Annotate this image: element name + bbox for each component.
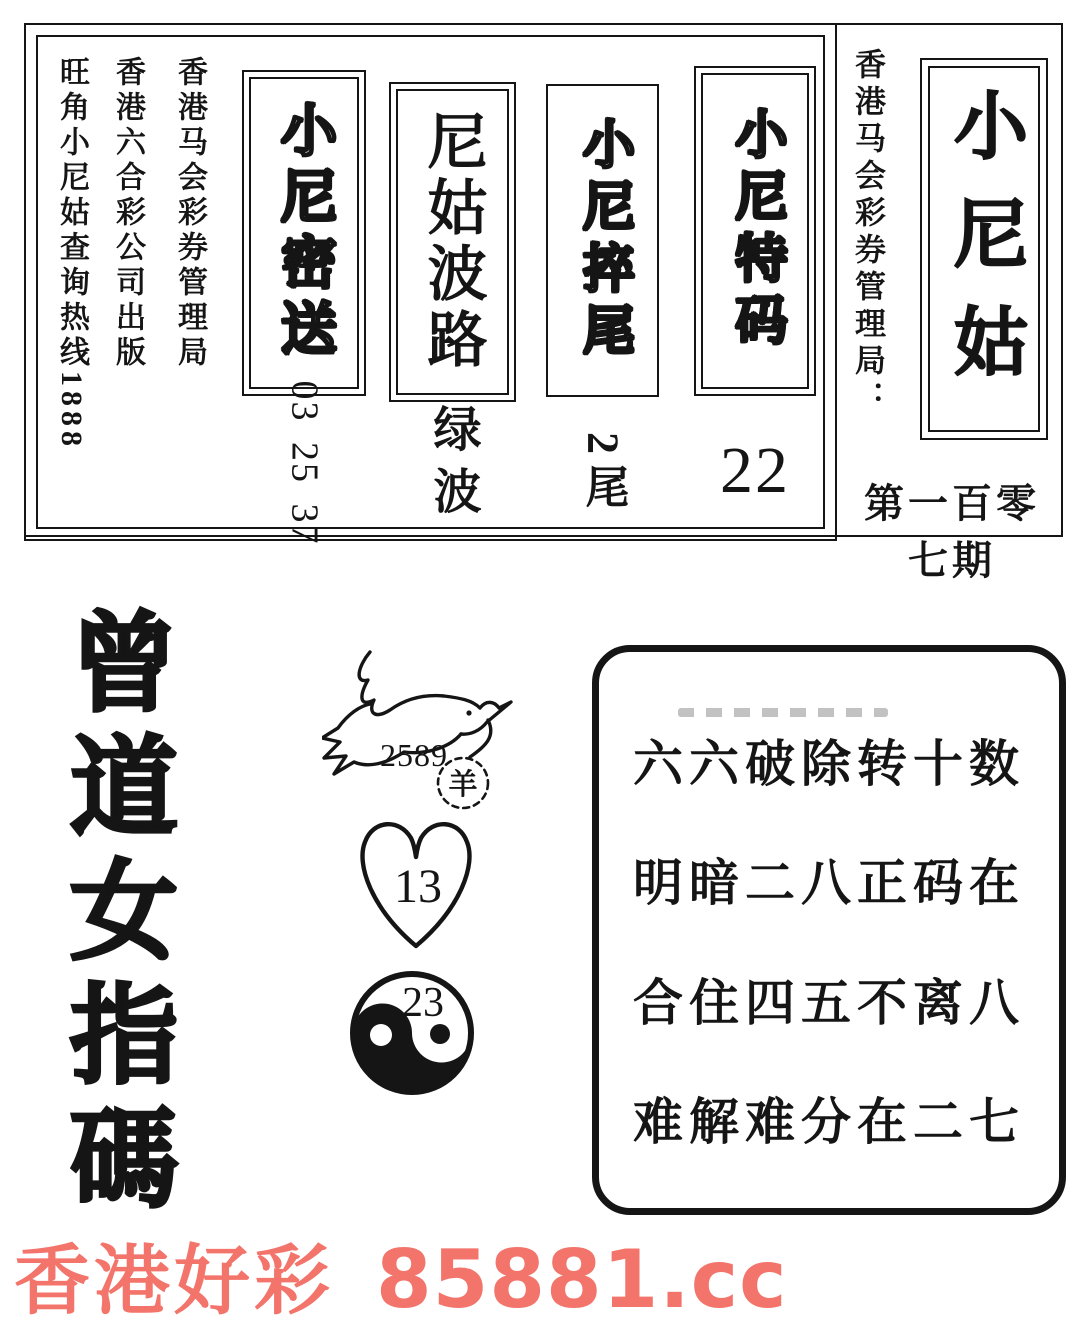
- secret-numbers: 03 25 37: [283, 380, 325, 546]
- brand-title: 曾道女指碼: [51, 606, 177, 1226]
- panel-tail-pick: [546, 84, 659, 397]
- panel-special-code: [694, 66, 816, 396]
- publisher-column: 香港六合彩公司出版: [111, 56, 144, 371]
- verse-line-2: 明暗二八正码在: [633, 855, 1025, 912]
- yinyang-illustration: [349, 970, 475, 1096]
- footer-site-name: 香港好彩: [14, 1236, 334, 1325]
- header-frame: [24, 23, 1063, 583]
- yinyang-number: 23: [402, 980, 444, 1026]
- dove-eye: [466, 710, 471, 715]
- issue-number: 第一百零七期: [864, 481, 1040, 583]
- dove-number: 2589: [380, 737, 448, 773]
- yinyang-white-dot: [370, 1024, 392, 1046]
- verse-line-4: 难解难分在二七: [633, 1094, 1025, 1151]
- tail-number: 2尾: [578, 432, 628, 518]
- panel-special-code-title: 小尼特码: [727, 107, 784, 355]
- authority-column-left: 香港马会彩券管理局: [173, 56, 206, 371]
- heart-illustration: [348, 802, 484, 952]
- panel-wave-road-title: 尼姑波路: [419, 110, 486, 374]
- header-main-box: [24, 23, 837, 546]
- panel-tail-pick-value: [546, 419, 659, 531]
- green-wave-label: 绿波: [426, 404, 479, 528]
- masthead-title: 小尼姑: [943, 87, 1025, 411]
- heart-number: 13: [394, 860, 442, 913]
- yinyang-black-dot: [430, 1024, 450, 1044]
- hotline-column: 旺角小尼姑查询热线1888: [55, 56, 88, 451]
- panel-secret-send-value: [234, 380, 374, 546]
- authority-column-right: 香港马会彩券管理局：: [850, 48, 885, 418]
- special-code-number: 22: [720, 434, 790, 507]
- panel-wave-road-value: [389, 404, 516, 528]
- zodiac-label: 羊: [448, 769, 478, 801]
- footer-site-domain: 85881.cc: [376, 1233, 788, 1326]
- dove-string: [470, 720, 491, 757]
- panel-wave-road: [389, 82, 516, 402]
- masthead-box: [920, 58, 1048, 440]
- panel-secret-send: [242, 70, 366, 396]
- footer-branding: [14, 1233, 788, 1326]
- verse-box: [592, 645, 1066, 1215]
- verse-line-3: 合住四五不离八: [633, 974, 1025, 1031]
- print-smudge-artifact: [678, 708, 888, 717]
- dove-illustration: [322, 646, 514, 818]
- panel-tail-pick-title: 小尼捽尾: [574, 116, 632, 365]
- panel-secret-send-title: 小尼密送: [273, 101, 335, 365]
- verse-line-1: 六六破除转十数: [633, 735, 1025, 792]
